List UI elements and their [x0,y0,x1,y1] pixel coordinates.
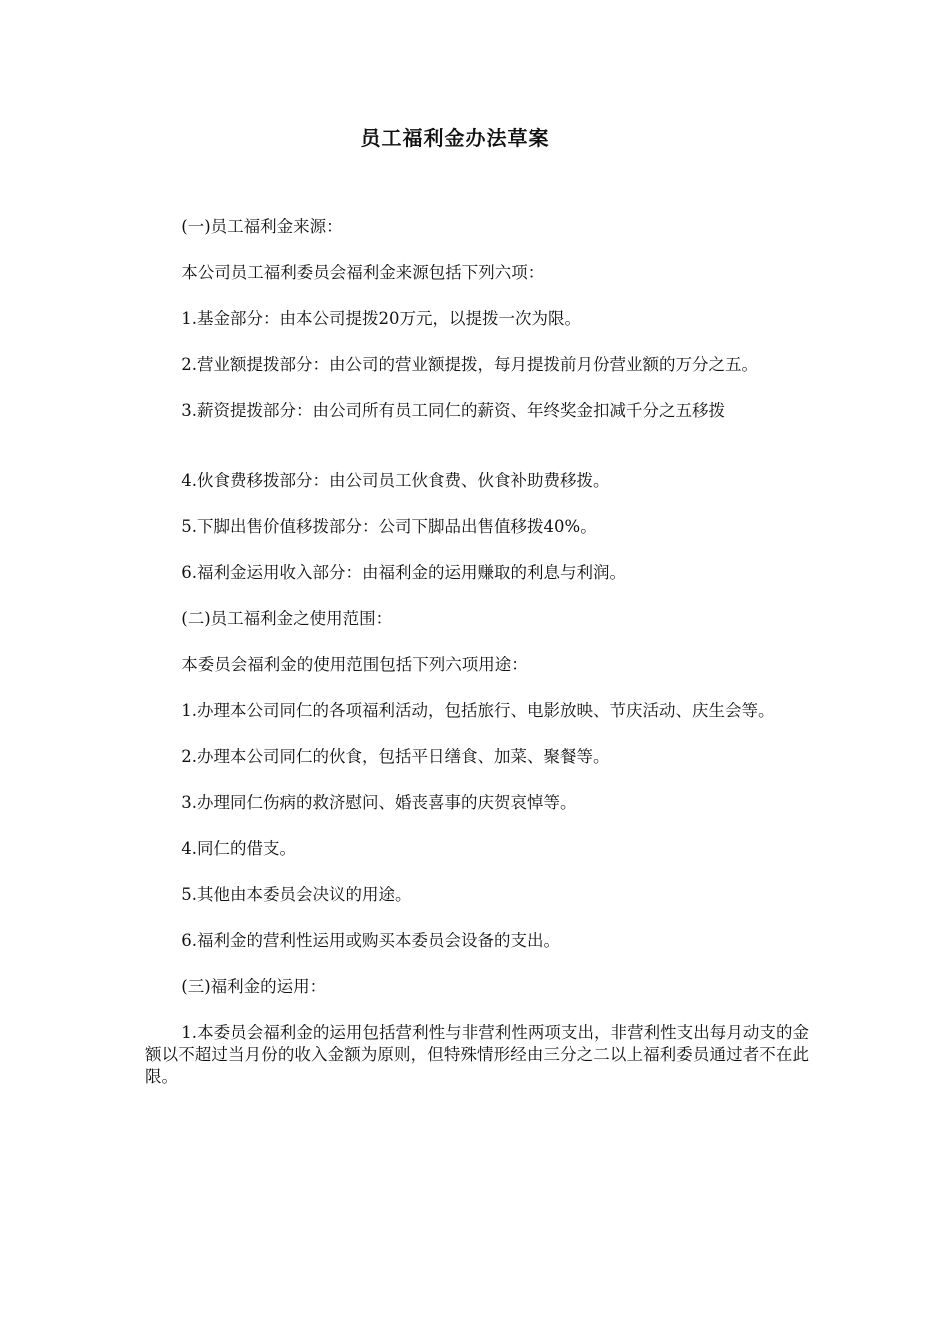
section-heading-usage: (二)员工福利金之使用范围： [181,609,393,628]
list-item-usage-3: 3.办理同仁伤病的救济慰问、婚丧喜事的庆贺哀悼等。 [181,793,577,812]
paragraph-sources-intro: 本公司员工福利委员会福利金来源包括下列六项： [181,263,545,282]
list-item-source-5: 5.下脚出售价值移拨部分：公司下脚品出售值移拨40%。 [181,517,597,536]
list-item-usage-2: 2.办理本公司同仁的伙食，包括平日缮食、加菜、聚餐等。 [181,747,610,766]
list-item-usage-4: 4.同仁的借支。 [181,839,297,858]
section-heading-operation: (三)福利金的运用： [181,977,327,996]
paragraph-usage-intro: 本委员会福利金的使用范围包括下列六项用途： [181,655,528,674]
list-item-operation-1: 1.本委员会福利金的运用包括营利性与非营利性两项支出，非营利性支出每月动支的金额以不超过当月份的收入金额为原则，但特殊情形经由三分之二以上福利委员通过者不在此限。 [145,1023,809,1086]
document-title: 员工福利金办法草案 [360,126,550,150]
list-item-source-4: 4.伙食费移拨部分：由公司员工伙食费、伙食补助费移拨。 [181,471,610,490]
document-body [145,216,809,1112]
list-item-source-2: 2.营业额提拨部分：由公司的营业额提拨，每月提拨前月份营业额的万分之五。 [181,355,759,374]
list-item-source-3: 3.薪资提拨部分：由公司所有员工同仁的薪资、年终奖金扣减千分之五移拨 [181,401,726,420]
section-heading-sources: (一)员工福利金来源： [181,217,343,236]
list-item-usage-5: 5.其他由本委员会决议的用途。 [181,885,412,904]
list-item-usage-6: 6.福利金的营利性运用或购买本委员会设备的支出。 [181,931,561,950]
list-item-source-6: 6.福利金运用收入部分：由福利金的运用赚取的利息与利润。 [181,563,627,582]
list-item-usage-1: 1.办理本公司同仁的各项福利活动，包括旅行、电影放映、节庆活动、庆生会等。 [181,701,775,720]
list-item-source-1: 1.基金部分：由本公司提拨20万元，以提拨一次为限。 [181,309,582,328]
